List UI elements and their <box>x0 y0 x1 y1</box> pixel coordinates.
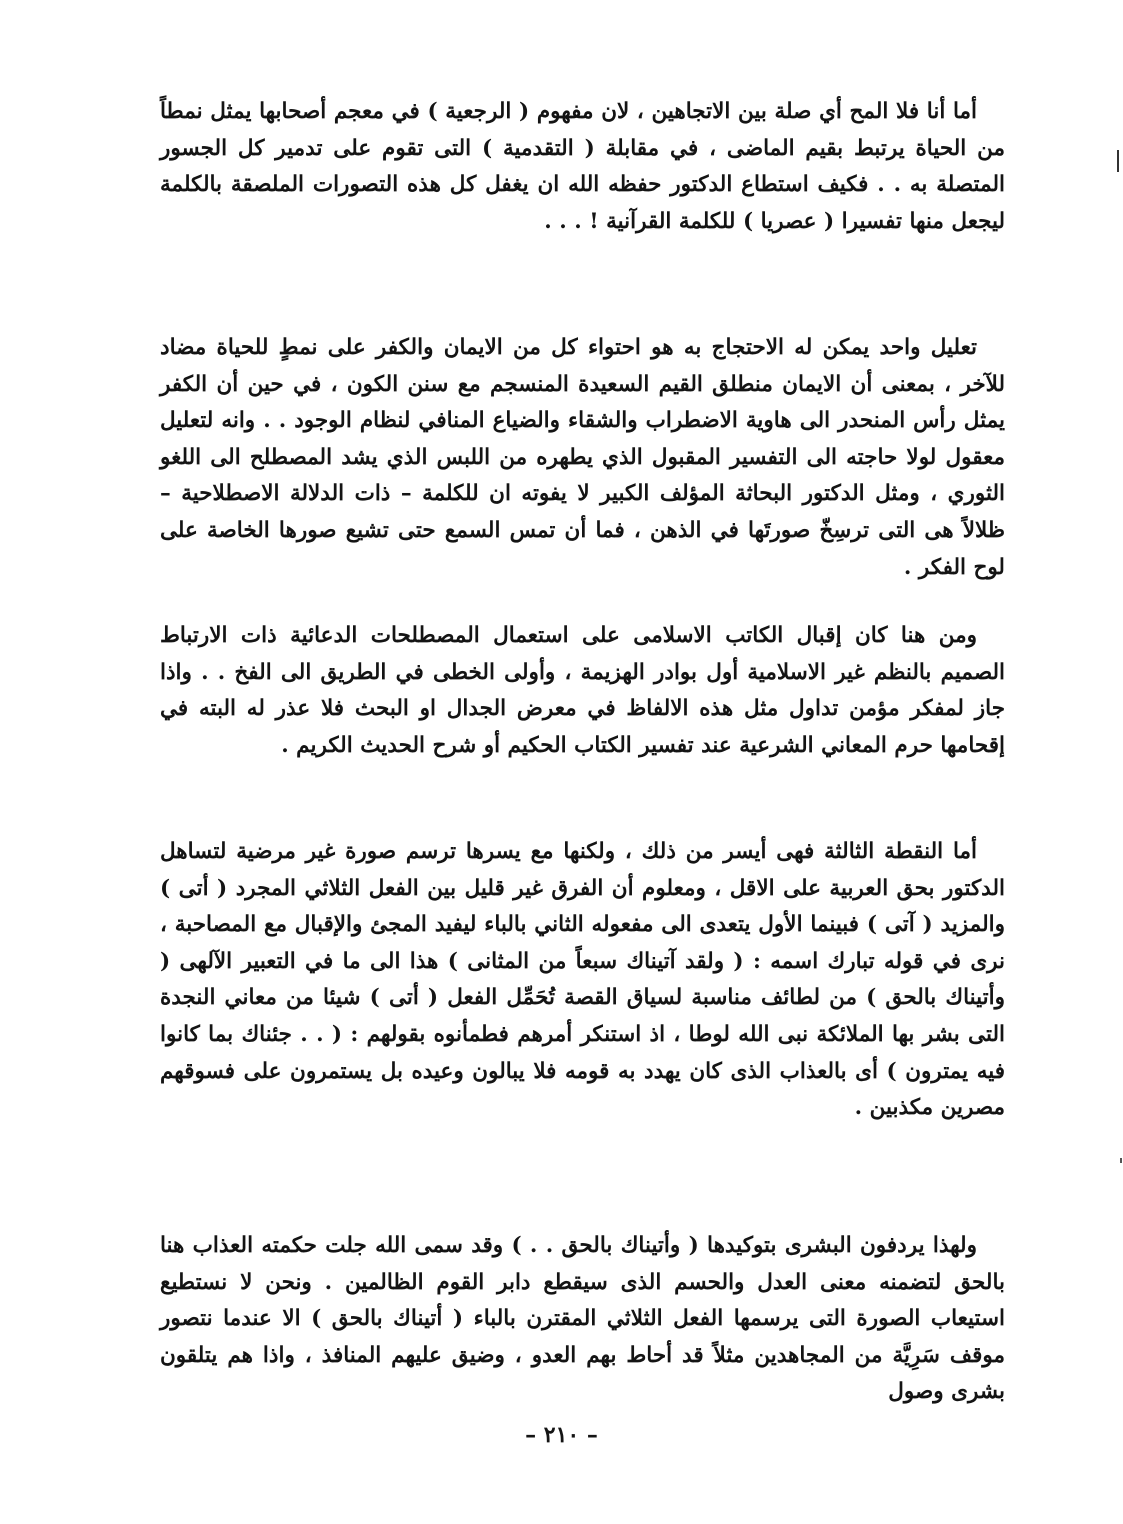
paragraph-1: أما أنا فلا المح أي صلة بين الاتجاهين ، لان مفهوم ( الرجعية ) في معجم أصحابها يمثل نمطاً من الحياة يرتبط بقيم الماضى ، في مقابلة ( التقدمية ) التى تقوم على تدمير كل الجسور المتصلة به . . فكيف استطاع الدكتور حفظه الله ان يغفل كل هذه التصورات الملصقة بالكلمة ليجعل منها تفسيرا ( عصريا ) للكلمة القرآنية ! . . . <box>160 99 1005 234</box>
paragraph-3: ومن هنا كان إقبال الكاتب الاسلامى على استعمال المصطلحات الدعائية ذات الارتباط الصميم بالنظم غير الاسلامية أول بوادر الهزيمة ، وأولى الخطى في الطريق الى الفخ . . واذا جاز لمفكر مؤمن تداول مثل هذه الالفاظ في معرض الجدال او البحث فلا عذر له البته في إقحامها حرم المعاني الشرعية عند تفسير الكتاب الحكيم أو شرح الحديث الكريم . <box>160 623 1005 758</box>
document-page <box>160 88 1005 1468</box>
scan-mark <box>1120 1158 1122 1163</box>
paragraph-5: ولهذا يردفون البشرى بتوكيدها ( وأتيناك بالحق . . ) وقد سمى الله جلت حكمته العذاب هنا بالحق لتضمنه معنى العدل والحسم الذى سيقطع دابر القوم الظالمين . ونحن لا نستطيع استيعاب الصورة التى يرسمها الفعل الثلاثي المقترن بالباء ( أتيناك بالحق ) الا عندما نتصور موقف سَرِيَّة من المجاهدين مثلاً قد أحاط بهم العدو ، وضيق عليهم المنافذ ، واذا هم يتلقون بشرى وصول <box>160 1233 1005 1405</box>
paragraph-2: تعليل واحد يمكن له الاحتجاج به هو احتواء كل من الايمان والكفر على نمطٍ للحياة مضاد للآخر ، بمعنى أن الايمان منطلق القيم السعيدة المنسجم مع سنن الكون ، في حين أن الكفر يمثل رأس المنحدر الى هاوية الاضطراب والشقاء والضياع المنافي لنظام الوجود . . وانه لتعليل معقول لولا حاجته الى التفسير المقبول الذي يطهره من اللبس الذي يشد المصطلح الى اللغو الثوري ، ومثل الدكتور البحاثة المؤلف الكبير لا يفوته ان للكلمة – ذات الدلالة الاصطلاحية – ظلالاً هى التى ترسِخّ صورتَها في الذهن ، فما أن تمس السمع حتى تشيع صورها الخاصة على لوح الفكر . <box>160 335 1005 580</box>
page-number: – ٢١٠ – <box>525 1422 598 1448</box>
paragraph-4: أما النقطة الثالثة فهى أيسر من ذلك ، ولكنها مع يسرها ترسم صورة غير مرضية لتساهل الدكتور بحق العربية على الاقل ، ومعلوم أن الفرق غير قليل بين الفعل الثلاثي المجرد ( أتى ) والمزيد ( آتى ) فبينما الأول يتعدى الى مفعوله الثاني بالباء ليفيد المجئ والإقبال مع المصاحبة ، نرى في قوله تبارك اسمه : ( ولقد آتيناك سبعاً من المثانى ) هذا الى ما في التعبير الآلهى ( وأتيناك بالحق ) من لطائف مناسبة لسياق القصة تُحَمِّل الفعل ( أتى ) شيئا من معاني النجدة التى بشر بها الملائكة نبى الله لوطا ، اذ استنكر أمرهم فطمأنوه بقولهم : ( . . جئناك بما كانوا فيه يمترون ) أى بالعذاب الذى كان يهدد به قومه فلا يبالون وعيده بل يستمرون على فسوقهم مصرين مكذبين . <box>160 839 1005 1121</box>
scan-mark <box>1117 150 1119 172</box>
